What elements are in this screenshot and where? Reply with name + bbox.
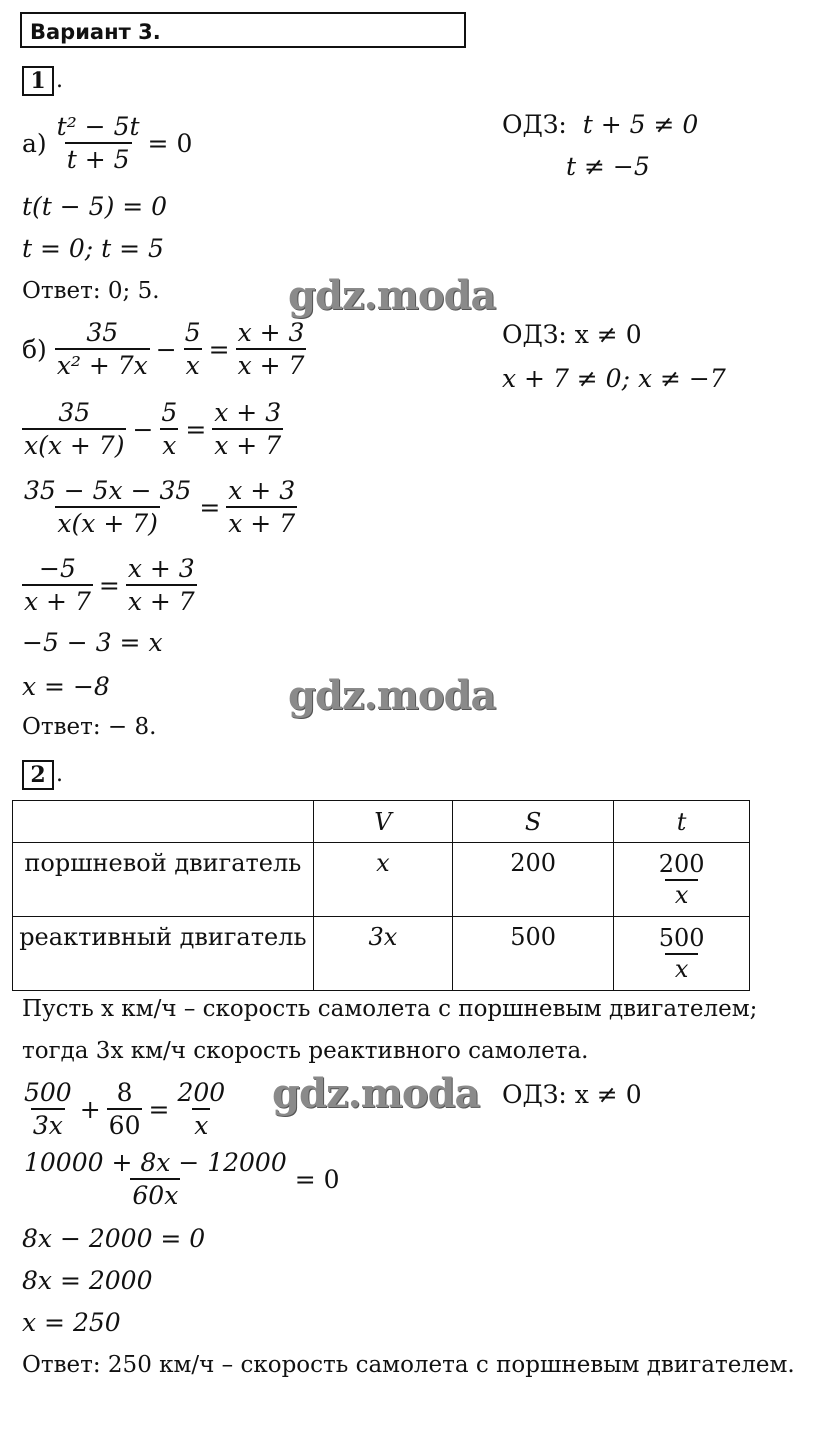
fraction-numerator: 35 <box>58 398 91 427</box>
fraction <box>55 318 150 380</box>
task2-step2: 8x − 2000 = 0 <box>22 1224 206 1253</box>
table-header-cell <box>13 801 314 843</box>
fraction-denominator: 3x <box>31 1108 65 1140</box>
fraction-denominator: x <box>192 1108 210 1140</box>
fraction-denominator: x + 7 <box>236 348 307 380</box>
task2-equation <box>22 1078 227 1140</box>
fraction-numerator: t² − 5t <box>56 112 140 141</box>
task1a-step2: t = 0; t = 5 <box>22 234 164 263</box>
plus-sign: + <box>79 1094 101 1124</box>
minus-sign: − <box>155 334 177 364</box>
task2-step4: x = 250 <box>22 1308 121 1337</box>
fraction <box>22 398 126 460</box>
equation-rhs: = 0 <box>294 1164 340 1194</box>
task1a-step1: t(t − 5) = 0 <box>22 192 168 221</box>
watermark: gdz.moda <box>288 272 496 319</box>
task1b-answer: Ответ: − 8. <box>22 714 157 740</box>
fraction <box>183 318 203 380</box>
fraction-numerator: 8 <box>116 1078 133 1107</box>
table-cell <box>614 917 750 991</box>
task-number-dot: . <box>56 68 63 93</box>
fraction <box>107 1078 143 1140</box>
task1b-step4: −5 − 3 = x <box>22 628 163 657</box>
equals-sign: = <box>98 570 120 600</box>
fraction-denominator: t + 5 <box>65 142 132 174</box>
fraction-numerator: x + 3 <box>214 398 282 427</box>
fraction-denominator: x + 7 <box>226 506 297 538</box>
task1b-label: б) <box>22 334 47 364</box>
fraction-denominator: x <box>665 879 699 909</box>
fraction <box>212 398 283 460</box>
fraction-denominator: x <box>160 428 178 460</box>
table-cell: поршневой двигатель <box>13 843 314 917</box>
fraction-numerator: 10000 + 8x − 12000 <box>24 1148 287 1177</box>
task2-text-1: Пусть x км/ч – скорость самолета с поршневым двигателем; <box>22 996 758 1022</box>
fraction-numerator: x + 3 <box>127 554 195 583</box>
task1b-odz: ОДЗ: x ≠ 0 <box>502 320 642 349</box>
equation-rhs: = 0 <box>147 128 193 158</box>
fraction <box>22 476 193 538</box>
equals-sign: = <box>208 334 230 364</box>
fraction <box>175 1078 227 1140</box>
fraction-denominator: x² + 7x <box>55 348 150 380</box>
fraction-denominator: x <box>184 348 202 380</box>
task1b-odz-2: x + 7 ≠ 0; x ≠ −7 <box>502 364 726 393</box>
task-number-dot: . <box>56 762 63 787</box>
odz-condition: t + 5 ≠ 0 <box>582 110 699 139</box>
watermark: gdz.moda <box>288 672 496 719</box>
task1a-odz <box>502 110 698 139</box>
table-cell: 3x <box>313 917 452 991</box>
fraction <box>236 318 307 380</box>
fraction <box>159 398 179 460</box>
fraction-denominator: x + 7 <box>212 428 283 460</box>
fraction <box>22 554 93 616</box>
fraction <box>657 850 707 909</box>
table-row <box>13 843 750 917</box>
motion-table <box>12 800 750 991</box>
table-cell: реактивный двигатель <box>13 917 314 991</box>
task1b-step5: x = −8 <box>22 672 110 701</box>
task2-answer: Ответ: 250 км/ч – скорость самолета с поршневым двигателем. <box>22 1352 795 1378</box>
fraction-numerator: 500 <box>658 924 705 952</box>
variant-title: Вариант 3. <box>20 12 466 48</box>
fraction-denominator: x <box>665 953 699 983</box>
odz-label: ОДЗ: <box>502 110 567 139</box>
fraction-denominator: 60 <box>107 1108 143 1140</box>
task1a-fraction <box>55 112 142 174</box>
fraction <box>22 1148 289 1210</box>
table-header-cell: t <box>614 801 750 843</box>
task2-step3: 8x = 2000 <box>22 1266 153 1295</box>
task-number-2: 2 <box>22 760 54 790</box>
task1a-label: а) <box>22 128 47 158</box>
task1b-equation <box>22 318 306 380</box>
task1a-equation <box>22 112 192 174</box>
task2-step1 <box>22 1148 340 1210</box>
table-row <box>13 917 750 991</box>
fraction-numerator: 200 <box>658 850 705 878</box>
task1b-step2 <box>22 476 297 538</box>
minus-sign: − <box>132 414 154 444</box>
fraction-numerator: 5 <box>184 318 201 347</box>
equals-sign: = <box>185 414 207 444</box>
equals-sign: = <box>148 1094 170 1124</box>
watermark: gdz.moda <box>272 1070 480 1117</box>
fraction <box>22 1078 74 1140</box>
fraction-numerator: x + 3 <box>228 476 296 505</box>
fraction-denominator: 60x <box>130 1178 180 1210</box>
fraction-denominator: x(x + 7) <box>22 428 126 460</box>
task2-odz: ОДЗ: x ≠ 0 <box>502 1080 642 1109</box>
fraction-denominator: x + 7 <box>22 584 93 616</box>
fraction-numerator: 35 <box>86 318 119 347</box>
fraction-numerator: 500 <box>24 1078 72 1107</box>
fraction-numerator: 200 <box>177 1078 226 1107</box>
table-header-row <box>13 801 750 843</box>
fraction-denominator: x(x + 7) <box>55 506 159 538</box>
table-header-cell: V <box>313 801 452 843</box>
fraction-numerator: −5 <box>39 554 76 583</box>
fraction <box>126 554 197 616</box>
task1b-step3 <box>22 554 197 616</box>
table-cell: 500 <box>453 917 614 991</box>
task1a-answer: Ответ: 0; 5. <box>22 278 160 304</box>
task2-text-2: тогда 3x км/ч скорость реактивного самолета. <box>22 1038 589 1064</box>
task-number-1: 1 <box>22 66 54 96</box>
equals-sign: = <box>199 492 221 522</box>
fraction <box>226 476 297 538</box>
table-cell <box>614 843 750 917</box>
fraction-numerator: 35 − 5x − 35 <box>24 476 192 505</box>
task1b-step1 <box>22 398 283 460</box>
fraction-numerator: 5 <box>161 398 178 427</box>
task1a-odz-result: t ≠ −5 <box>566 152 650 181</box>
fraction <box>657 924 707 983</box>
fraction-denominator: x + 7 <box>126 584 197 616</box>
fraction-numerator: x + 3 <box>237 318 305 347</box>
table-cell: x <box>313 843 452 917</box>
table-cell: 200 <box>453 843 614 917</box>
table-header-cell: S <box>453 801 614 843</box>
